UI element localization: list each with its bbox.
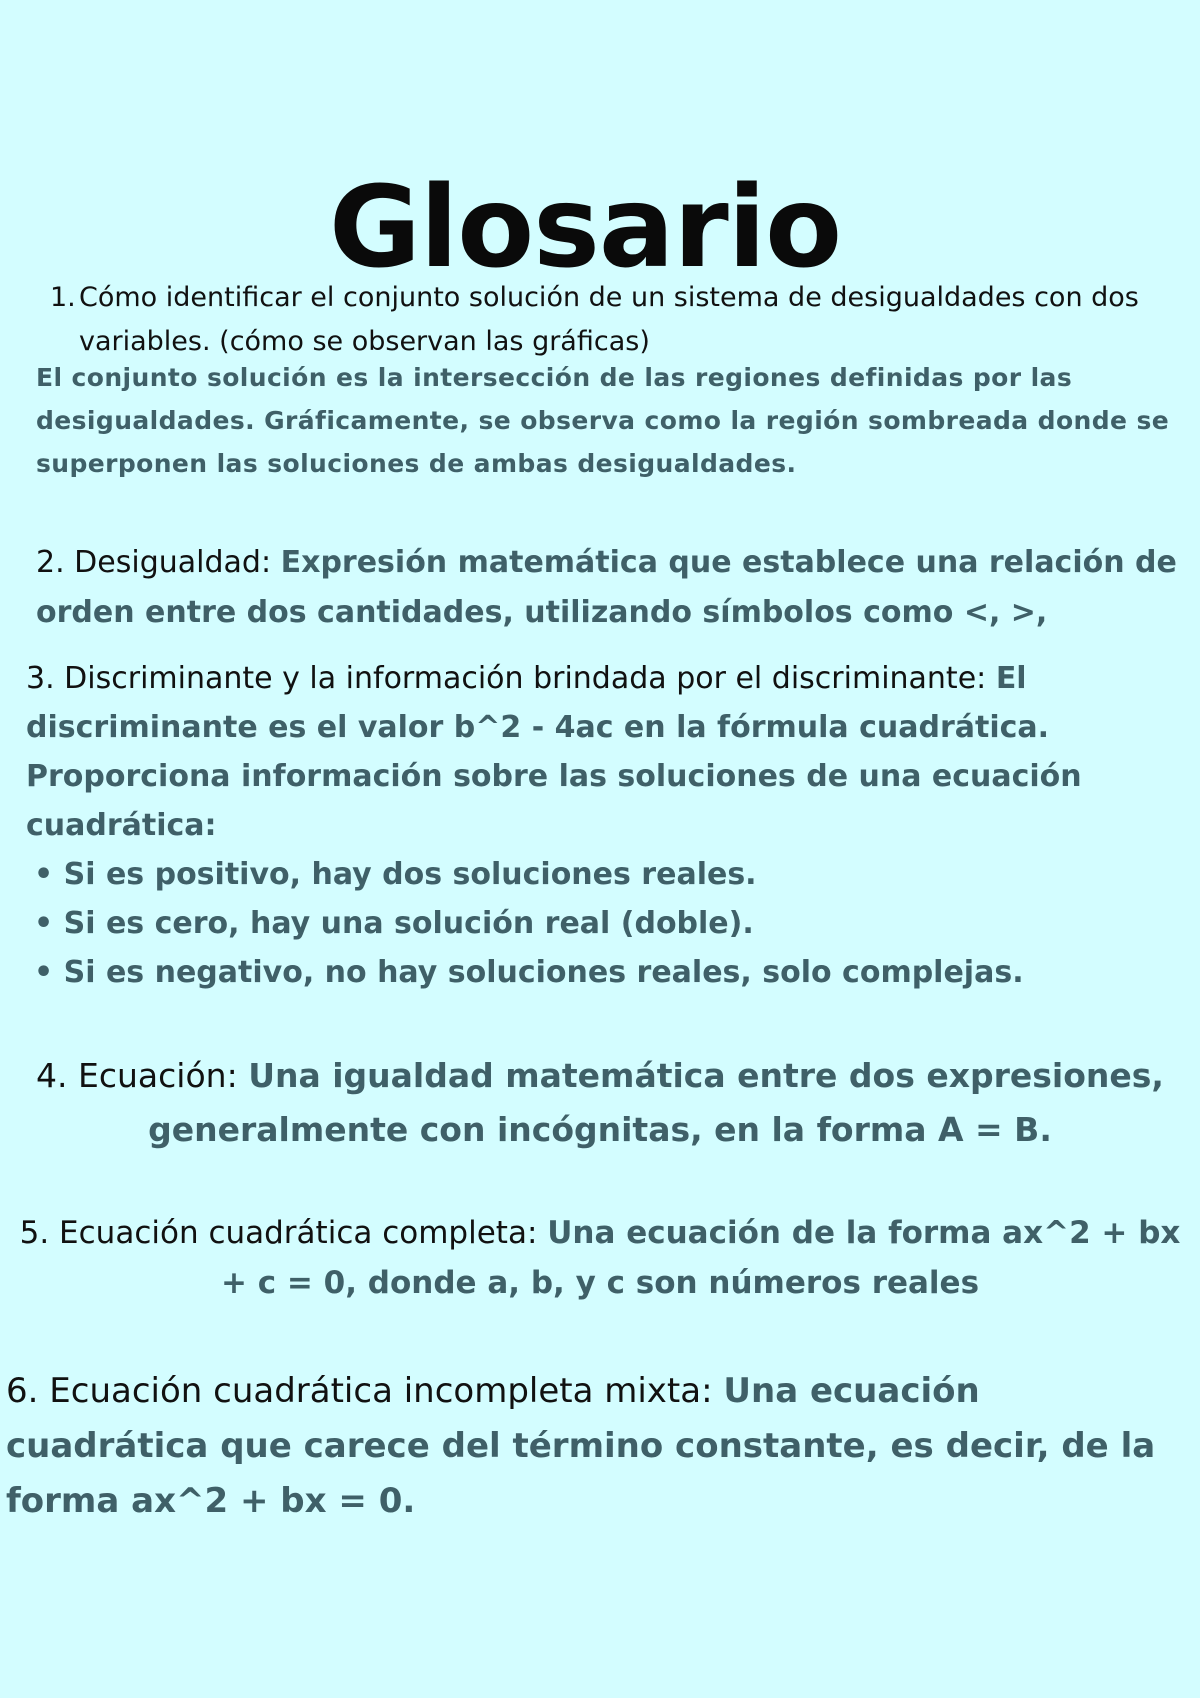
entry-number: 1. — [50, 282, 76, 313]
entry-definition: Expresión matemática que establece una relación de — [280, 545, 1177, 580]
entry-term: Ecuación cuadrática completa: — [59, 1215, 538, 1251]
list-item: • Si es cero, hay una solución real (doble). — [34, 906, 754, 941]
entry-definition-cont: + c = 0, donde a, b, y c son números reales — [220, 1265, 980, 1301]
entry-definition: Una ecuación cuadrática que carece del término constante, es decir, de la forma ax^2 + bx = 0. — [6, 1371, 1156, 1521]
glossary-entry-3 — [26, 654, 1176, 997]
list-item: • Si es positivo, hay dos soluciones reales. — [34, 857, 757, 892]
entry-term: Discriminante y la información brindada por el discriminante: — [64, 661, 987, 696]
list-item: • Si es negativo, no hay soluciones reales, solo complejas. — [34, 955, 1024, 990]
entry-term: Cómo identificar el conjunto solución de un sistema de desigualdades con dos variables. (cómo se observan las gráficas) — [79, 282, 1139, 357]
entry-number: 2. — [36, 545, 65, 580]
entry-term: Ecuación: — [78, 1056, 238, 1095]
glossary-entry-5 — [0, 1208, 1200, 1308]
bullet-list — [26, 850, 1176, 997]
entry-definition: Una ecuación de la forma ax^2 + bx — [547, 1215, 1181, 1251]
entry-definition: El conjunto solución es la intersección de las regiones definidas por las desigualdades. Gráficamente, se observa como la región sombreada donde se superponen las soluciones de ambas desigualdades. — [36, 363, 1170, 478]
entry-number: 3. — [26, 661, 55, 696]
glossary-entry-2 — [36, 538, 1200, 638]
entry-number: 4. — [36, 1056, 68, 1095]
entry-definition-cont: orden entre dos cantidades, utilizando símbolos como <, >, — [36, 595, 1048, 630]
entry-term: Ecuación cuadrática incompleta mixta: — [49, 1371, 713, 1411]
glossary-entry-4 — [0, 1049, 1200, 1157]
glossary-entry-6 — [6, 1364, 1186, 1529]
entry-number: 5. — [19, 1215, 50, 1251]
entry-definition: El discriminante es el valor b^2 - 4ac en la fórmula cuadrática. Proporciona información sobre las soluciones de una ecuación cuadrática: — [26, 661, 1082, 843]
entry-number: 6. — [6, 1371, 39, 1411]
entry-term: Desigualdad: — [74, 545, 272, 580]
page-title: Glosario — [328, 163, 842, 294]
entry-definition: Una igualdad matemática entre dos expresiones, generalmente con incógnitas, en la forma A = B. — [148, 1056, 1164, 1149]
